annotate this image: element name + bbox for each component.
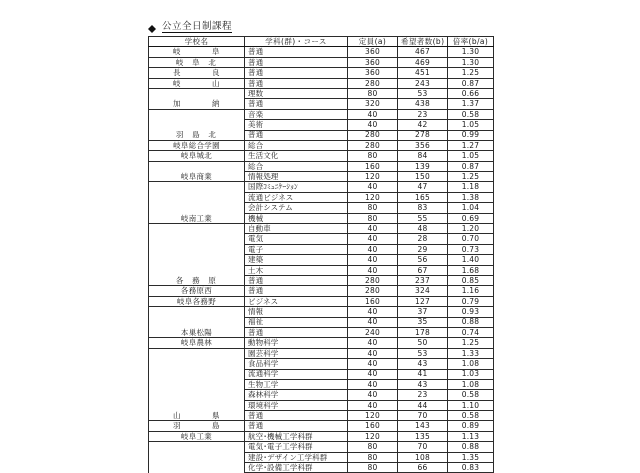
table-row — [149, 68, 494, 78]
cell-capacity: 40 — [348, 182, 398, 192]
cell-ratio: 1.30 — [448, 57, 494, 67]
cell-capacity: 360 — [348, 68, 398, 78]
cell-ratio: 0.93 — [448, 307, 494, 317]
cell-ratio: 0.85 — [448, 275, 494, 285]
cell-capacity: 80 — [348, 88, 398, 98]
cell-capacity: 80 — [348, 151, 398, 161]
cell-capacity: 280 — [348, 275, 398, 285]
cell-capacity: 160 — [348, 161, 398, 171]
cell-ratio: 1.13 — [448, 431, 494, 441]
table-row — [149, 327, 494, 337]
cell-school-name — [149, 192, 245, 202]
table-row — [149, 244, 494, 254]
table-row — [149, 203, 494, 213]
cell-applicants: 243 — [398, 78, 448, 88]
cell-capacity: 80 — [348, 463, 398, 473]
cell-applicants: 237 — [398, 275, 448, 285]
cell-applicants: 135 — [398, 431, 448, 441]
cell-capacity: 40 — [348, 369, 398, 379]
cell-applicants: 139 — [398, 161, 448, 171]
cell-school-name: 岐阜商業 — [149, 172, 245, 182]
cell-course-name: 建築 — [245, 255, 348, 265]
table-row — [149, 109, 494, 119]
cell-ratio: 1.05 — [448, 120, 494, 130]
cell-course-name: 情報処理 — [245, 172, 348, 182]
cell-capacity: 160 — [348, 296, 398, 306]
cell-ratio: 0.58 — [448, 390, 494, 400]
cell-ratio: 1.04 — [448, 203, 494, 213]
cell-course-name: 建設･デザイン工学科群 — [245, 452, 348, 462]
cell-applicants: 108 — [398, 452, 448, 462]
cell-applicants: 83 — [398, 203, 448, 213]
page-title: 公立全日制課程 — [162, 21, 233, 32]
cell-course-name: 音楽 — [245, 109, 348, 119]
table-row — [149, 307, 494, 317]
cell-ratio: 1.08 — [448, 379, 494, 389]
cell-course-name: 流通科学 — [245, 369, 348, 379]
cell-course-name: 美術 — [245, 120, 348, 130]
enrollment-table — [148, 36, 494, 473]
cell-school-name: 岐 阜 — [149, 47, 245, 57]
cell-applicants: 23 — [398, 109, 448, 119]
cell-course-name: 自動車 — [245, 224, 348, 234]
cell-school-name: 岐南工業 — [149, 213, 245, 223]
cell-ratio: 0.79 — [448, 296, 494, 306]
cell-school-name: 岐阜総合学園 — [149, 140, 245, 150]
cell-school-name: 長 良 — [149, 68, 245, 78]
cell-ratio: 1.68 — [448, 265, 494, 275]
document-heading — [148, 21, 232, 33]
cell-school-name — [149, 359, 245, 369]
table-row — [149, 88, 494, 98]
cell-capacity: 40 — [348, 120, 398, 130]
table-row — [149, 431, 494, 441]
column-header-ratio: 倍率(b/a) — [448, 37, 494, 47]
table-row — [149, 255, 494, 265]
cell-ratio: 1.37 — [448, 99, 494, 109]
cell-ratio: 0.87 — [448, 78, 494, 88]
cell-course-name: ビジネス — [245, 296, 348, 306]
cell-capacity: 120 — [348, 431, 398, 441]
cell-course-name: 流通ビジネス — [245, 192, 348, 202]
column-header-applicants: 希望者数(b) — [398, 37, 448, 47]
cell-capacity: 40 — [348, 379, 398, 389]
table-row — [149, 348, 494, 358]
cell-ratio: 1.20 — [448, 224, 494, 234]
cell-capacity: 80 — [348, 442, 398, 452]
cell-capacity: 40 — [348, 234, 398, 244]
table-row — [149, 359, 494, 369]
cell-course-name: 環境科学 — [245, 400, 348, 410]
cell-course-name: 普通 — [245, 421, 348, 431]
table-header — [149, 37, 494, 47]
cell-ratio: 1.38 — [448, 192, 494, 202]
table-row — [149, 161, 494, 171]
cell-applicants: 467 — [398, 47, 448, 57]
cell-capacity: 280 — [348, 78, 398, 88]
cell-applicants: 70 — [398, 411, 448, 421]
cell-school-name — [149, 317, 245, 327]
cell-school-name: 山 県 — [149, 411, 245, 421]
cell-applicants: 66 — [398, 463, 448, 473]
cell-ratio: 1.08 — [448, 359, 494, 369]
cell-school-name: 羽 島 北 — [149, 130, 245, 140]
cell-school-name — [149, 463, 245, 473]
table-row — [149, 379, 494, 389]
cell-capacity: 360 — [348, 57, 398, 67]
cell-school-name — [149, 109, 245, 119]
cell-course-name: 土木 — [245, 265, 348, 275]
cell-applicants: 278 — [398, 130, 448, 140]
cell-ratio: 0.73 — [448, 244, 494, 254]
cell-ratio: 0.83 — [448, 463, 494, 473]
cell-school-name — [149, 120, 245, 130]
table-row — [149, 120, 494, 130]
cell-ratio: 0.69 — [448, 213, 494, 223]
cell-applicants: 451 — [398, 68, 448, 78]
cell-capacity: 40 — [348, 265, 398, 275]
cell-ratio: 0.58 — [448, 109, 494, 119]
cell-ratio: 0.99 — [448, 130, 494, 140]
table-row — [149, 224, 494, 234]
cell-course-name: 生活文化 — [245, 151, 348, 161]
cell-ratio: 0.87 — [448, 161, 494, 171]
cell-capacity: 120 — [348, 192, 398, 202]
cell-school-name: 各務原西 — [149, 286, 245, 296]
cell-capacity: 320 — [348, 99, 398, 109]
cell-applicants: 53 — [398, 348, 448, 358]
cell-capacity: 40 — [348, 255, 398, 265]
table-row — [149, 182, 494, 192]
cell-course-name: 機械 — [245, 213, 348, 223]
cell-applicants: 143 — [398, 421, 448, 431]
table-row — [149, 57, 494, 67]
cell-applicants: 70 — [398, 442, 448, 452]
cell-applicants: 43 — [398, 359, 448, 369]
cell-course-name: 情報 — [245, 307, 348, 317]
cell-ratio: 1.03 — [448, 369, 494, 379]
cell-school-name — [149, 182, 245, 192]
cell-ratio: 1.05 — [448, 151, 494, 161]
cell-ratio: 1.33 — [448, 348, 494, 358]
cell-ratio: 1.16 — [448, 286, 494, 296]
cell-capacity: 280 — [348, 130, 398, 140]
cell-course-name: 森林科学 — [245, 390, 348, 400]
cell-applicants: 28 — [398, 234, 448, 244]
table-row — [149, 442, 494, 452]
cell-capacity: 40 — [348, 109, 398, 119]
cell-course-name: 動物科学 — [245, 338, 348, 348]
cell-school-name — [149, 307, 245, 317]
cell-school-name: 加 納 — [149, 99, 245, 109]
cell-applicants: 165 — [398, 192, 448, 202]
cell-applicants: 53 — [398, 88, 448, 98]
cell-school-name — [149, 244, 245, 254]
cell-ratio: 1.25 — [448, 338, 494, 348]
cell-school-name — [149, 369, 245, 379]
cell-capacity: 40 — [348, 348, 398, 358]
cell-applicants: 438 — [398, 99, 448, 109]
cell-applicants: 150 — [398, 172, 448, 182]
cell-course-name: 普通 — [245, 99, 348, 109]
cell-school-name — [149, 224, 245, 234]
table-row — [149, 140, 494, 150]
cell-school-name: 岐 山 — [149, 78, 245, 88]
cell-school-name: 岐阜農林 — [149, 338, 245, 348]
cell-school-name — [149, 348, 245, 358]
table-row — [149, 286, 494, 296]
cell-school-name: 本巣松陽 — [149, 327, 245, 337]
cell-capacity: 40 — [348, 400, 398, 410]
column-header-capacity: 定員(a) — [348, 37, 398, 47]
cell-school-name — [149, 234, 245, 244]
cell-capacity: 280 — [348, 140, 398, 150]
cell-applicants: 41 — [398, 369, 448, 379]
cell-applicants: 23 — [398, 390, 448, 400]
cell-course-name: 福祉 — [245, 317, 348, 327]
cell-applicants: 50 — [398, 338, 448, 348]
cell-course-name: 電気･電子工学科群 — [245, 442, 348, 452]
cell-course-name: 園芸科学 — [245, 348, 348, 358]
cell-school-name — [149, 400, 245, 410]
cell-course-name: 普通 — [245, 57, 348, 67]
cell-course-name: 会計システム — [245, 203, 348, 213]
cell-capacity: 40 — [348, 317, 398, 327]
column-header-school: 学校名 — [149, 37, 245, 47]
cell-applicants: 44 — [398, 400, 448, 410]
cell-ratio: 0.89 — [448, 421, 494, 431]
cell-applicants: 48 — [398, 224, 448, 234]
table-row — [149, 369, 494, 379]
cell-capacity: 120 — [348, 172, 398, 182]
table-row — [149, 296, 494, 306]
cell-ratio: 1.27 — [448, 140, 494, 150]
cell-applicants: 84 — [398, 151, 448, 161]
cell-course-name: 総合 — [245, 161, 348, 171]
cell-school-name: 岐阜工業 — [149, 431, 245, 441]
cell-ratio: 1.18 — [448, 182, 494, 192]
cell-school-name — [149, 88, 245, 98]
cell-ratio: 1.25 — [448, 172, 494, 182]
cell-ratio: 0.88 — [448, 442, 494, 452]
cell-applicants: 127 — [398, 296, 448, 306]
cell-capacity: 40 — [348, 224, 398, 234]
cell-applicants: 67 — [398, 265, 448, 275]
cell-applicants: 47 — [398, 182, 448, 192]
table-row — [149, 275, 494, 285]
table-row — [149, 452, 494, 462]
cell-school-name — [149, 203, 245, 213]
cell-ratio: 1.25 — [448, 68, 494, 78]
table-row — [149, 192, 494, 202]
cell-applicants: 37 — [398, 307, 448, 317]
cell-capacity: 160 — [348, 421, 398, 431]
cell-course-name: 生物工学 — [245, 379, 348, 389]
cell-course-name: 普通 — [245, 275, 348, 285]
cell-capacity: 280 — [348, 286, 398, 296]
cell-course-name: 普通 — [245, 327, 348, 337]
cell-school-name — [149, 379, 245, 389]
cell-ratio: 1.10 — [448, 400, 494, 410]
table-row — [149, 411, 494, 421]
cell-course-name: 国際ｺﾐｭﾆｹｰｼｮﾝ — [245, 182, 348, 192]
cell-ratio: 0.70 — [448, 234, 494, 244]
table-row — [149, 130, 494, 140]
cell-capacity: 80 — [348, 213, 398, 223]
cell-applicants: 35 — [398, 317, 448, 327]
table-row — [149, 99, 494, 109]
cell-capacity: 40 — [348, 307, 398, 317]
cell-course-name: 航空･機械工学科群 — [245, 431, 348, 441]
cell-applicants: 56 — [398, 255, 448, 265]
table-row — [149, 78, 494, 88]
table-row — [149, 390, 494, 400]
cell-applicants: 469 — [398, 57, 448, 67]
cell-course-name: 普通 — [245, 47, 348, 57]
cell-capacity: 120 — [348, 411, 398, 421]
table-row — [149, 317, 494, 327]
cell-course-name: 普通 — [245, 411, 348, 421]
cell-school-name — [149, 390, 245, 400]
cell-course-name: 電気 — [245, 234, 348, 244]
cell-course-name: 普通 — [245, 130, 348, 140]
column-header-course: 学科(群)・コース — [245, 37, 348, 47]
cell-applicants: 324 — [398, 286, 448, 296]
cell-ratio: 1.40 — [448, 255, 494, 265]
cell-ratio: 0.88 — [448, 317, 494, 327]
diamond-bullet-icon — [148, 21, 156, 29]
cell-capacity: 40 — [348, 244, 398, 254]
table-row — [149, 172, 494, 182]
cell-school-name — [149, 161, 245, 171]
cell-school-name: 羽 島 — [149, 421, 245, 431]
cell-course-name: 電子 — [245, 244, 348, 254]
cell-applicants: 178 — [398, 327, 448, 337]
cell-capacity: 80 — [348, 203, 398, 213]
table-body — [149, 47, 494, 473]
cell-course-name: 化学･設備工学科群 — [245, 463, 348, 473]
cell-ratio: 0.58 — [448, 411, 494, 421]
cell-applicants: 29 — [398, 244, 448, 254]
cell-capacity: 80 — [348, 452, 398, 462]
cell-capacity: 240 — [348, 327, 398, 337]
cell-capacity: 40 — [348, 390, 398, 400]
table-row — [149, 338, 494, 348]
cell-school-name — [149, 265, 245, 275]
cell-course-name: 普通 — [245, 68, 348, 78]
cell-applicants: 43 — [398, 379, 448, 389]
cell-school-name: 各 務 原 — [149, 275, 245, 285]
cell-capacity: 40 — [348, 338, 398, 348]
cell-applicants: 55 — [398, 213, 448, 223]
table-row — [149, 400, 494, 410]
table-row — [149, 234, 494, 244]
cell-course-name: 普通 — [245, 286, 348, 296]
cell-school-name — [149, 452, 245, 462]
cell-school-name: 岐 阜 北 — [149, 57, 245, 67]
table-row — [149, 421, 494, 431]
cell-capacity: 360 — [348, 47, 398, 57]
table-row — [149, 463, 494, 473]
table-row — [149, 265, 494, 275]
cell-school-name — [149, 442, 245, 452]
cell-course-name: 食品科学 — [245, 359, 348, 369]
cell-school-name — [149, 255, 245, 265]
cell-ratio: 1.30 — [448, 47, 494, 57]
cell-school-name: 岐阜城北 — [149, 151, 245, 161]
cell-school-name: 岐阜各務野 — [149, 296, 245, 306]
table-row — [149, 213, 494, 223]
cell-applicants: 356 — [398, 140, 448, 150]
cell-course-name: 理数 — [245, 88, 348, 98]
cell-ratio: 0.74 — [448, 327, 494, 337]
cell-course-name: 総合 — [245, 140, 348, 150]
cell-capacity: 40 — [348, 359, 398, 369]
cell-ratio: 0.66 — [448, 88, 494, 98]
table-row — [149, 151, 494, 161]
cell-ratio: 1.35 — [448, 452, 494, 462]
cell-course-name: 普通 — [245, 78, 348, 88]
table-row — [149, 47, 494, 57]
cell-applicants: 42 — [398, 120, 448, 130]
